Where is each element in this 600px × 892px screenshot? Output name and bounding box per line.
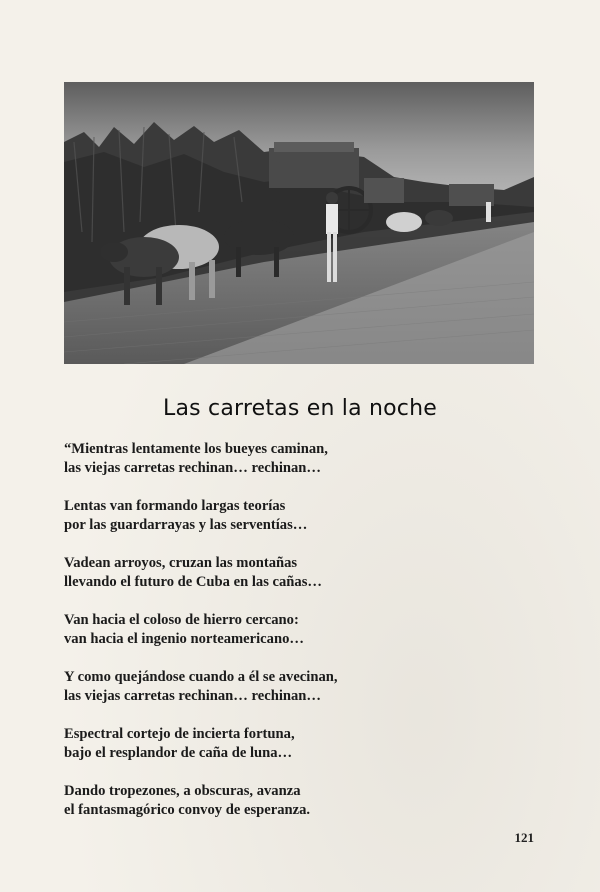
poem-line: Y como quejándose cuando a él se avecinan, <box>64 669 338 685</box>
poem-line: llevando el futuro de Cuba en las cañas… <box>64 574 322 590</box>
stanza <box>64 611 544 649</box>
poem <box>64 440 544 839</box>
poem-line: Dando tropezones, a obscuras, avanza <box>64 783 301 799</box>
poem-line: “Mientras lentamente los bueyes caminan, <box>64 441 328 457</box>
stanza <box>64 440 544 478</box>
poem-line: las viejas carretas rechinan… rechinan… <box>64 688 321 704</box>
stanza <box>64 668 544 706</box>
page-number: 121 <box>514 830 534 845</box>
poem-line: van hacia el ingenio norteamericano… <box>64 631 304 647</box>
page-title: Las carretas en la noche <box>163 396 437 421</box>
poem-line: Vadean arroyos, cruzan las montañas <box>64 555 298 571</box>
stanza <box>64 554 544 592</box>
poem-line: las viejas carretas rechinan… rechinan… <box>64 460 321 476</box>
poem-line: por las guardarrayas y las serventías… <box>64 517 308 533</box>
stanza <box>64 497 544 535</box>
stanza <box>64 725 544 763</box>
poem-line: Espectral cortejo de incierta fortuna, <box>64 726 295 742</box>
ox-carts-photo <box>64 82 534 364</box>
poem-line: Lentas van formando largas teorías <box>64 498 286 514</box>
poem-line: bajo el resplandor de caña de luna… <box>64 745 293 761</box>
stanza <box>64 782 544 820</box>
poem-line: el fantasmagórico convoy de esperanza. <box>64 802 311 818</box>
poem-line: Van hacia el coloso de hierro cercano: <box>64 612 299 628</box>
